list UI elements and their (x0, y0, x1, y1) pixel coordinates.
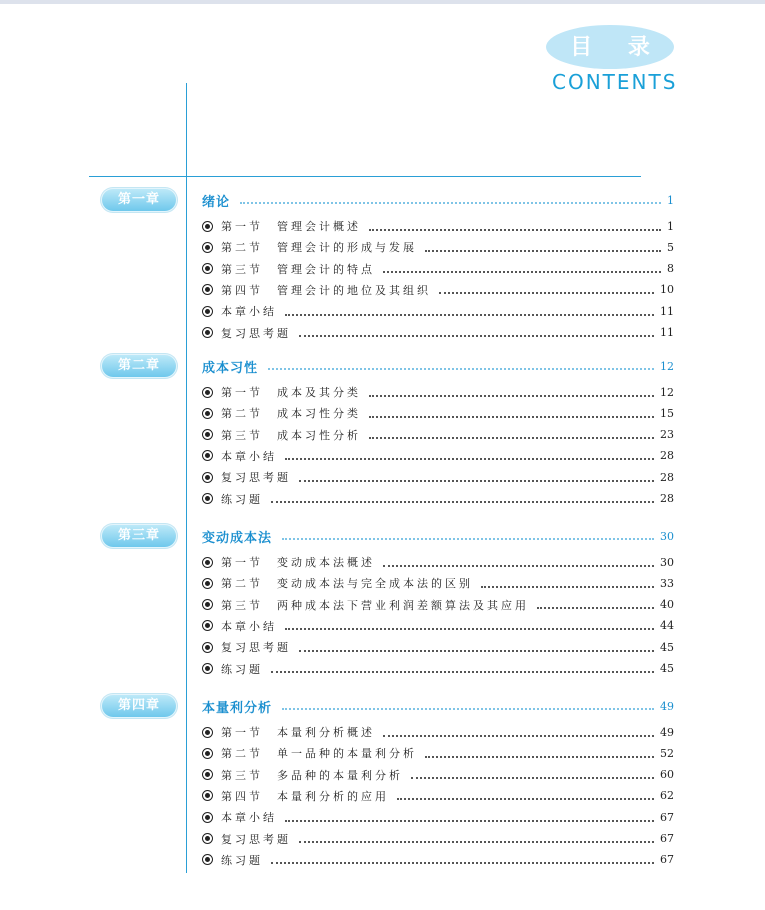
entry-page-number: 23 (660, 428, 674, 442)
leader-dots (285, 627, 654, 630)
leader-dots (383, 270, 661, 273)
entry-page-number: 8 (667, 262, 674, 276)
toc-entry[interactable] (202, 660, 674, 678)
entry-section: 第四节 (221, 283, 263, 297)
bullet-circle-icon (202, 642, 213, 653)
bullet-circle-icon (202, 748, 213, 759)
entry-page-number: 11 (660, 326, 674, 339)
entry-page-number: 28 (660, 492, 674, 505)
entry-page-number: 60 (660, 768, 674, 782)
entry-page-number: 15 (660, 406, 674, 420)
bullet-circle-icon (202, 284, 213, 295)
leader-dots (369, 415, 654, 418)
entry-page-number: 10 (660, 283, 674, 297)
bullet-circle-icon (202, 727, 213, 738)
leader-dots (299, 649, 654, 652)
leader-dots (285, 313, 654, 316)
leader-dots (383, 564, 654, 567)
top-border (0, 0, 765, 4)
chapter-heading[interactable] (202, 355, 674, 377)
entry-section: 第一节 (221, 220, 263, 233)
entry-section: 第二节 (221, 407, 263, 421)
entry-section: 第一节 (221, 556, 263, 569)
entry-title: 多品种的本量利分析 (277, 768, 403, 782)
toc-entry[interactable] (202, 723, 674, 741)
toc-entry[interactable] (202, 574, 674, 592)
entry-title: 成本习性分析 (277, 428, 361, 442)
bullet-circle-icon (202, 408, 213, 419)
toc-entry[interactable] (202, 744, 674, 762)
chapter-badge: 第四章 (102, 695, 176, 717)
leader-dots (383, 734, 654, 737)
toc-entry[interactable] (202, 596, 674, 614)
toc-entry[interactable] (202, 787, 674, 805)
leader-dots (285, 457, 654, 460)
toc-entry[interactable] (202, 638, 674, 656)
entry-section: 第二节 (221, 577, 263, 591)
entry-page-number: 45 (660, 662, 674, 675)
entry-title: 复习思考题 (221, 326, 291, 340)
entry-section: 第三节 (221, 262, 263, 276)
entry-page-number: 1 (667, 219, 674, 233)
leader-dots (299, 840, 654, 843)
toc-entry[interactable] (202, 217, 674, 235)
entry-title: 管理会计的形成与发展 (277, 241, 417, 255)
chapter-page-number: 49 (660, 699, 674, 713)
page-title: 目 录 (570, 35, 664, 60)
chapter-page-number: 1 (667, 193, 674, 207)
leader-dots (271, 500, 654, 503)
entry-page-number: 67 (660, 853, 674, 867)
bullet-circle-icon (202, 472, 213, 483)
entry-title: 本章小结 (221, 619, 277, 633)
chapter-heading[interactable] (202, 695, 674, 717)
leader-dots (411, 776, 654, 779)
entry-title: 本章小结 (221, 811, 277, 825)
bullet-circle-icon (202, 387, 213, 398)
entry-section: 第三节 (221, 768, 263, 782)
leader-dots (282, 537, 654, 540)
entry-page-number: 40 (660, 598, 674, 612)
entry-title: 变动成本法与完全成本法的区别 (277, 577, 473, 591)
toc-entry[interactable] (202, 553, 674, 571)
toc-entry[interactable] (202, 260, 674, 278)
toc-entry[interactable] (202, 617, 674, 635)
page-subtitle: CONTENTS (552, 70, 678, 94)
leader-dots (271, 861, 654, 864)
bullet-circle-icon (202, 429, 213, 440)
entry-title: 本量利分析概述 (277, 726, 375, 739)
entry-title: 成本及其分类 (277, 386, 361, 399)
leader-dots (299, 479, 654, 482)
entry-page-number: 67 (660, 832, 674, 845)
entry-page-number: 5 (667, 240, 674, 254)
chapter-page-number: 12 (660, 359, 674, 373)
entry-section: 第三节 (221, 428, 263, 442)
leader-dots (240, 201, 661, 204)
entry-page-number: 28 (660, 449, 674, 463)
leader-dots (271, 670, 654, 673)
entry-title: 变动成本法概述 (277, 556, 375, 569)
chapter-title: 变动成本法 (202, 530, 273, 546)
entry-title: 两种成本法下营业利润差额算法及其应用 (277, 598, 529, 612)
entry-page-number: 52 (660, 746, 674, 760)
toc-entry[interactable] (202, 302, 674, 320)
entry-page-number: 44 (660, 619, 674, 633)
bullet-circle-icon (202, 578, 213, 589)
leader-dots (369, 394, 654, 397)
entry-title: 复习思考题 (221, 471, 291, 485)
toc-entry[interactable] (202, 766, 674, 784)
entry-page-number: 67 (660, 810, 674, 824)
horizontal-rule (89, 176, 641, 177)
leader-dots (439, 291, 654, 294)
entry-page-number: 28 (660, 470, 674, 484)
toc-entry[interactable] (202, 490, 674, 508)
entry-page-number: 11 (660, 304, 674, 318)
entry-title: 本章小结 (221, 449, 277, 463)
entry-title: 管理会计概述 (277, 220, 361, 233)
leader-dots (369, 436, 654, 439)
chapter-badge: 第二章 (102, 355, 176, 377)
entry-section: 第三节 (221, 598, 263, 612)
toc-entry[interactable] (202, 468, 674, 486)
entry-title: 管理会计的地位及其组织 (277, 283, 431, 297)
entry-page-number: 12 (660, 385, 674, 399)
entry-section: 第二节 (221, 747, 263, 761)
leader-dots (537, 606, 654, 609)
bullet-circle-icon (202, 221, 213, 232)
entry-title: 本章小结 (221, 305, 277, 319)
bullet-circle-icon (202, 599, 213, 610)
bullet-circle-icon (202, 306, 213, 317)
toc-entry[interactable] (202, 851, 674, 869)
toc-entry[interactable] (202, 426, 674, 444)
chapter-badge: 第三章 (102, 525, 176, 547)
bullet-circle-icon (202, 242, 213, 253)
entry-section: 第二节 (221, 241, 263, 255)
bullet-circle-icon (202, 833, 213, 844)
bullet-circle-icon (202, 790, 213, 801)
chapter-title: 成本习性 (202, 360, 259, 376)
leader-dots (425, 755, 654, 758)
entry-title: 管理会计的特点 (277, 262, 375, 276)
vertical-rule (186, 83, 187, 873)
entry-section: 第一节 (221, 726, 263, 739)
bullet-circle-icon (202, 769, 213, 780)
entry-page-number: 30 (660, 555, 674, 569)
chapter-heading[interactable] (202, 525, 674, 547)
entry-title: 练习题 (221, 492, 263, 506)
entry-page-number: 62 (660, 789, 674, 803)
bullet-circle-icon (202, 812, 213, 823)
leader-dots (299, 334, 654, 337)
toc-entry[interactable] (202, 447, 674, 465)
entry-title: 成本习性分类 (277, 407, 361, 421)
leader-dots (425, 249, 661, 252)
toc-entry[interactable] (202, 238, 674, 256)
toc-entry[interactable] (202, 404, 674, 422)
bullet-circle-icon (202, 493, 213, 504)
entry-page-number: 49 (660, 725, 674, 739)
chapter-title: 绪论 (202, 194, 231, 210)
entry-page-number: 45 (660, 640, 674, 654)
leader-dots (397, 797, 654, 800)
chapter-badge: 第一章 (102, 189, 176, 211)
entry-section: 第四节 (221, 789, 263, 803)
entry-title: 复习思考题 (221, 641, 291, 655)
bullet-circle-icon (202, 557, 213, 568)
bullet-circle-icon (202, 263, 213, 274)
chapter-title: 本量利分析 (202, 700, 273, 716)
leader-dots (285, 819, 654, 822)
leader-dots (369, 228, 661, 231)
bullet-circle-icon (202, 663, 213, 674)
chapter-page-number: 30 (660, 529, 674, 543)
toc-entry[interactable] (202, 383, 674, 401)
entry-title: 练习题 (221, 853, 263, 867)
bullet-circle-icon (202, 450, 213, 461)
entry-section: 第一节 (221, 386, 263, 399)
entry-title: 单一品种的本量利分析 (277, 747, 417, 761)
toc-entry[interactable] (202, 830, 674, 848)
entry-title: 复习思考题 (221, 832, 291, 846)
entry-page-number: 33 (660, 576, 674, 590)
bullet-circle-icon (202, 854, 213, 865)
toc-entry[interactable] (202, 808, 674, 826)
entry-title: 本量利分析的应用 (277, 789, 389, 803)
bullet-circle-icon (202, 620, 213, 631)
toc-entry[interactable] (202, 324, 674, 342)
leader-dots (481, 585, 654, 588)
leader-dots (282, 707, 654, 710)
chapter-heading[interactable] (202, 189, 674, 211)
entry-title: 练习题 (221, 662, 263, 676)
leader-dots (268, 367, 654, 370)
toc-entry[interactable] (202, 281, 674, 299)
bullet-circle-icon (202, 327, 213, 338)
